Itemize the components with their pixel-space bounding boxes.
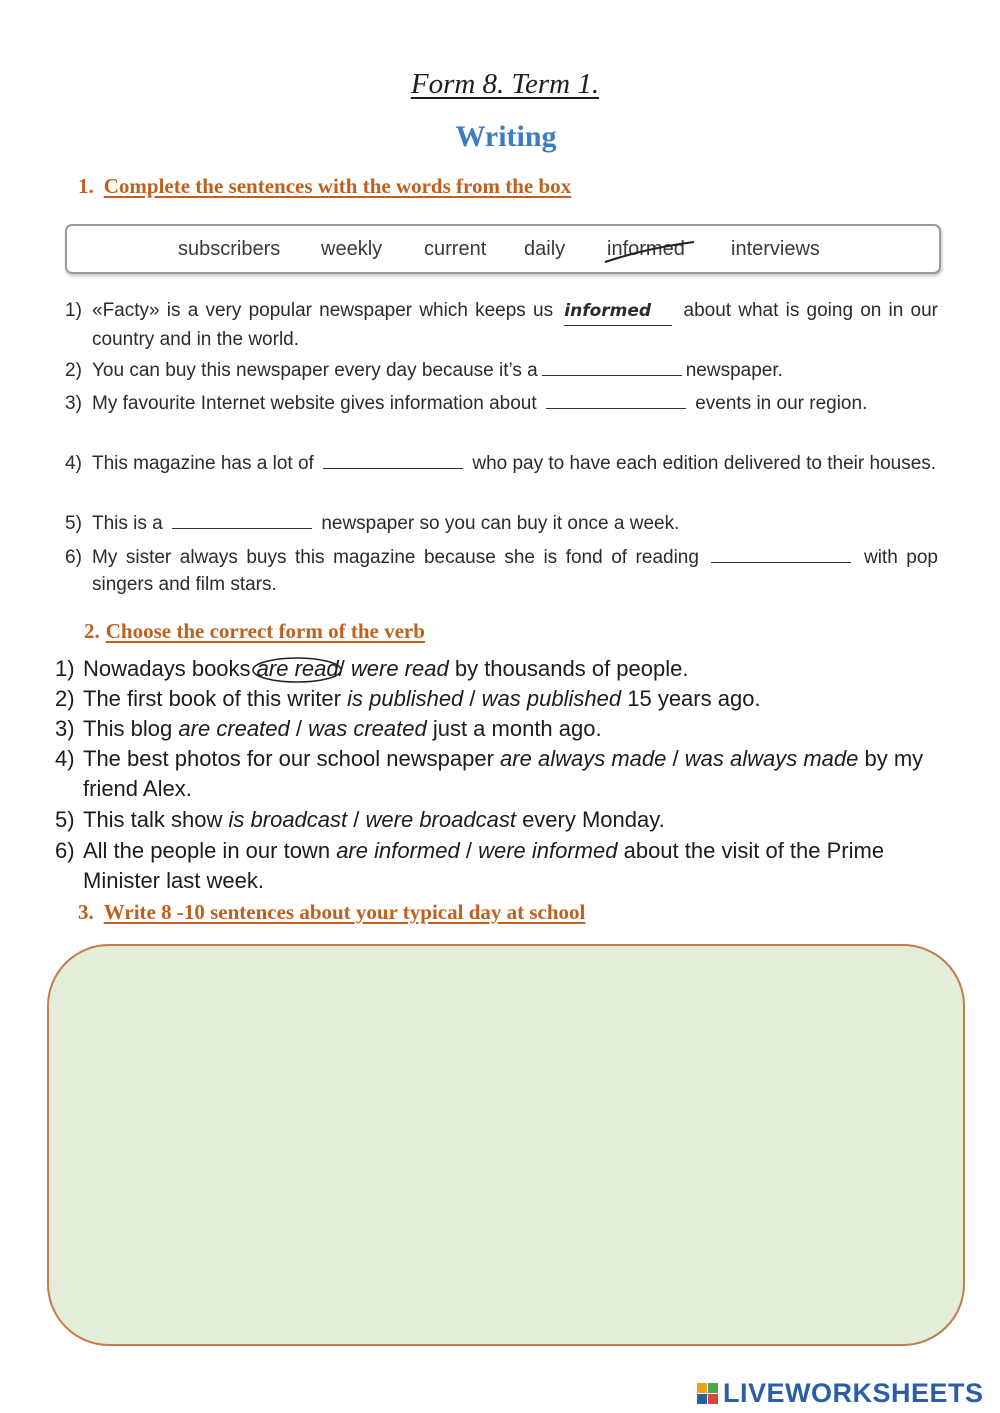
verb-option-selected[interactable]: are read: [256, 656, 339, 681]
task3-heading: [78, 900, 585, 925]
verb-option[interactable]: were broadcast: [365, 807, 516, 832]
word-box-word: subscribers: [178, 238, 281, 260]
answer-blank[interactable]: [172, 510, 312, 529]
task1-sentence: 1) «Facty» is a very popular newspaper which keeps us informed about what is going on in our country and in the world.: [65, 300, 939, 350]
word-box-word: daily: [524, 238, 566, 260]
strikethrough-mark: [602, 234, 697, 268]
writing-answer-area[interactable]: [47, 944, 965, 1346]
task2-number: 2.: [84, 619, 100, 643]
task2-sentence: 1) Nowadays books are read/ were read by thousands of people.: [55, 656, 689, 681]
task1-heading: [78, 174, 571, 199]
verb-option[interactable]: was always made: [684, 746, 859, 771]
task1-instruction: Complete the sentences with the words from the box: [103, 174, 572, 198]
task1-sentence: 2) You can buy this newspaper every day because it’s a newspaper.: [65, 357, 938, 384]
answer-blank[interactable]: [546, 390, 686, 409]
answer-blank-filled[interactable]: informed: [564, 298, 672, 326]
liveworksheets-logo: [697, 1378, 984, 1409]
word-box-word-crossed: informed: [607, 238, 685, 260]
task3-number: 3.: [78, 900, 94, 924]
task2-sentence: 2) The first book of this writer is published / was published 15 years ago.: [55, 686, 761, 711]
word-box-word: interviews: [731, 238, 820, 260]
answer-blank[interactable]: [711, 544, 851, 563]
task2-instruction: Choose the correct form of the verb: [105, 619, 425, 643]
liveworksheets-logo-icon: [697, 1383, 719, 1405]
task1-sentence: 5) This is a newspaper so you can buy it once a week.: [65, 510, 938, 537]
verb-option[interactable]: were read: [350, 656, 449, 681]
task1-sentence: 4) This magazine has a lot of who pay to have each edition delivered to their houses.: [65, 450, 938, 477]
word-box-word: current: [424, 238, 487, 260]
task3-instruction: Write 8 -10 sentences about your typical day at school: [103, 900, 586, 924]
section-heading: Writing: [455, 120, 557, 153]
task1-sentence: 6) My sister always buys this magazine because she is fond of reading with pop singers and film stars.: [65, 544, 938, 598]
task2-sentence: 5) This talk show is broadcast / were broadcast every Monday.: [55, 807, 665, 832]
task2-sentence: 4) The best photos for our school newspaper are always made / was always made by my friend Alex.: [55, 746, 924, 801]
selection-circle-mark: [250, 655, 344, 685]
task1-number: 1.: [78, 174, 94, 198]
verb-option[interactable]: are created: [178, 716, 290, 741]
task2-heading: [84, 619, 425, 644]
answer-blank[interactable]: [323, 450, 463, 469]
verb-option[interactable]: was published: [481, 686, 622, 711]
task2-sentence: 3) This blog are created / was created just a month ago.: [55, 716, 602, 741]
verb-option[interactable]: were informed: [478, 838, 618, 863]
answer-blank[interactable]: [542, 357, 682, 376]
verb-option[interactable]: is published: [347, 686, 464, 711]
word-box-word: weekly: [321, 238, 383, 260]
verb-option[interactable]: are informed: [336, 838, 460, 863]
logo-text: LIVEWORKSHEETS: [723, 1378, 984, 1408]
verb-option[interactable]: are always made: [500, 746, 667, 771]
worksheet-title: Form 8. Term 1.: [410, 68, 600, 100]
task1-sentence: 3) My favourite Internet website gives information about events in our region.: [65, 390, 938, 417]
verb-option[interactable]: was created: [308, 716, 427, 741]
task2-sentence: 6) All the people in our town are informed / were informed about the visit of the Prime Minister last week.: [55, 838, 885, 893]
verb-option[interactable]: is broadcast: [228, 807, 348, 832]
